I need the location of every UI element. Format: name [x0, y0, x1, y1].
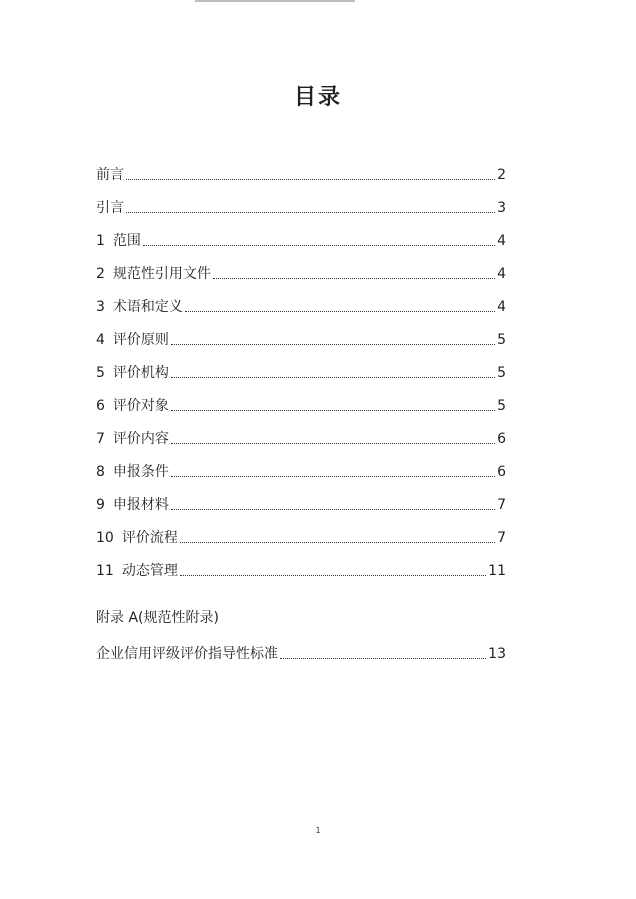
toc-entry-label: 评价原则: [112, 332, 169, 348]
appendix-heading: 附录 A(规范性附录): [96, 610, 219, 626]
toc-entry-label: 术语和定义: [112, 299, 183, 315]
toc-entry[interactable]: [96, 414, 506, 447]
toc-entry[interactable]: [96, 447, 506, 480]
dot-leader: [180, 575, 486, 576]
toc-entry[interactable]: [96, 216, 506, 249]
toc-entry-label: 评价内容: [112, 431, 169, 447]
toc-entry[interactable]: [96, 249, 506, 282]
toc-entry-page: 11: [488, 563, 506, 579]
scan-edge-mark: [195, 0, 355, 2]
toc-entry-label: 范围: [112, 233, 141, 249]
toc-entry[interactable]: [96, 381, 506, 414]
toc-entry[interactable]: [96, 546, 506, 579]
dot-leader: [171, 344, 495, 345]
dot-leader: [185, 311, 495, 312]
appendix-section: [96, 610, 506, 662]
toc-entry-page: 7: [497, 497, 506, 513]
table-of-contents: [96, 150, 506, 579]
toc-entry-page: 6: [497, 464, 506, 480]
dot-leader: [143, 245, 495, 246]
toc-entry-label: 申报材料: [112, 497, 169, 513]
toc-entry-number: 11: [96, 563, 114, 579]
toc-entry-number: 2: [96, 266, 105, 282]
toc-entry[interactable]: [96, 150, 506, 183]
toc-entry-label: 申报条件: [112, 464, 169, 480]
appendix-entry-label: 企业信用评级评价指导性标准: [96, 646, 278, 662]
page-number: 1: [315, 826, 321, 835]
toc-entry-number: 8: [96, 464, 105, 480]
toc-entry[interactable]: [96, 480, 506, 513]
dot-leader: [213, 278, 495, 279]
dot-leader: [126, 179, 495, 180]
toc-entry-page: 5: [497, 332, 506, 348]
dot-leader: [180, 542, 495, 543]
toc-entry[interactable]: [96, 183, 506, 216]
toc-entry-label: 评价流程: [121, 530, 178, 546]
dot-leader: [171, 509, 495, 510]
toc-entry[interactable]: [96, 348, 506, 381]
toc-entry-page: 7: [497, 530, 506, 546]
toc-entry-label: 引言: [96, 200, 124, 216]
toc-entry-label: 评价机构: [112, 365, 169, 381]
toc-entry-number: 9: [96, 497, 105, 513]
toc-entry-page: 4: [497, 233, 506, 249]
dot-leader: [280, 658, 486, 659]
toc-entry-page: 6: [497, 431, 506, 447]
toc-entry-label: 规范性引用文件: [112, 266, 211, 282]
toc-entry[interactable]: [96, 282, 506, 315]
dot-leader: [171, 443, 495, 444]
toc-entry-label: 评价对象: [112, 398, 169, 414]
toc-entry[interactable]: [96, 315, 506, 348]
toc-entry[interactable]: [96, 513, 506, 546]
toc-entry-page: 4: [497, 266, 506, 282]
page-title: 目录: [293, 84, 342, 110]
appendix-entry-page: 13: [488, 646, 506, 662]
appendix-entry[interactable]: [96, 640, 506, 662]
toc-entry-label: 动态管理: [121, 563, 178, 579]
toc-entry-label: 前言: [96, 167, 124, 183]
dot-leader: [126, 212, 495, 213]
dot-leader: [171, 476, 495, 477]
toc-entry-number: 4: [96, 332, 105, 348]
toc-entry-page: 2: [497, 167, 506, 183]
toc-entry-number: 10: [96, 530, 114, 546]
toc-entry-page: 5: [497, 398, 506, 414]
toc-entry-page: 3: [497, 200, 506, 216]
dot-leader: [171, 377, 495, 378]
dot-leader: [171, 410, 495, 411]
toc-entry-page: 5: [497, 365, 506, 381]
toc-entry-number: 6: [96, 398, 105, 414]
toc-entry-page: 4: [497, 299, 506, 315]
toc-entry-number: 7: [96, 431, 105, 447]
toc-entry-number: 1: [96, 233, 105, 249]
toc-entry-number: 5: [96, 365, 105, 381]
toc-entry-number: 3: [96, 299, 105, 315]
